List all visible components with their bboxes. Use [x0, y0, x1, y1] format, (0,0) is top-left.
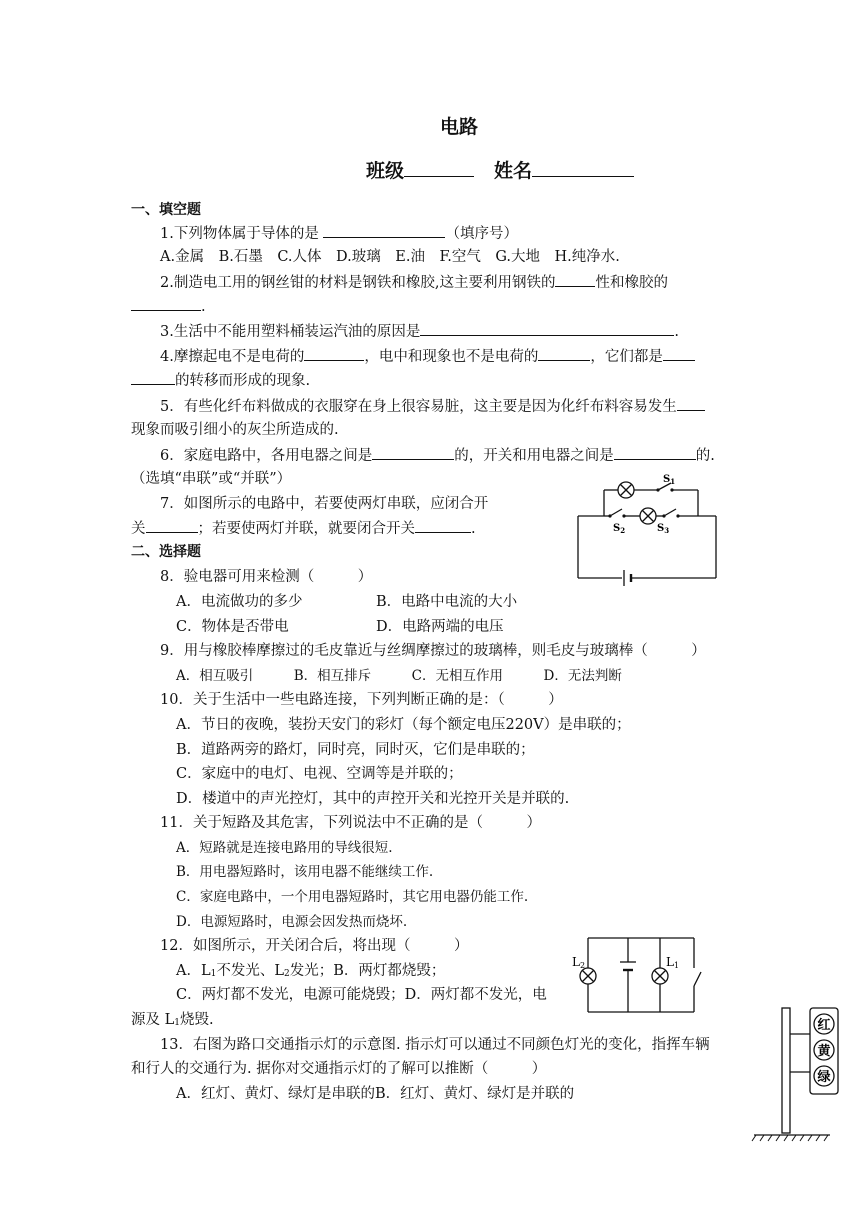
question-13: 13．右图为路口交通指示灯的示意图. 指示灯可以通过不同颜色灯光的变化，指挥车辆	[160, 1037, 710, 1053]
q6-text-end: 的.	[695, 448, 715, 464]
question-8: 8．验电器可用来检测（ ）	[160, 569, 373, 585]
question-5	[160, 396, 705, 417]
q3-text: 3.生活中不能用塑料桶装运汽油的原因是	[160, 324, 421, 340]
q4-text: 4.摩擦起电不是电荷的	[160, 349, 305, 365]
class-name-line	[366, 161, 634, 181]
q5-line2: 现象而吸引细小的灰尘所造成的.	[131, 422, 339, 438]
q10-option-d[interactable]: D．楼道中的声光控灯，其中的声控开关和光控开关是并联的.	[176, 791, 570, 807]
q5-blank[interactable]	[677, 396, 705, 411]
q1-options: A.金属 B.石墨 C.人体 D.玻璃 E.油 F.空气 G.大地 H.纯净水.	[160, 249, 620, 265]
q12-d-sub: 1	[174, 1018, 180, 1028]
q4-text-end: 的转移而形成的现象.	[175, 373, 311, 389]
q7-circuit-diagram	[570, 470, 725, 585]
question-7: 7．如图所示的电路中，若要使两灯串联，应闭合开	[160, 496, 489, 512]
page-title: 电路	[440, 116, 479, 138]
question-2	[160, 272, 668, 293]
q11-option-b[interactable]: B．用电器短路时，该用电器不能继续工作.	[176, 864, 434, 880]
light-green-label: 绿	[817, 1070, 831, 1085]
q10-option-c[interactable]: C．家庭中的电灯、电视、空调等是并联的；	[176, 766, 463, 782]
q10-option-b[interactable]: B．道路两旁的路灯，同时亮，同时灭，它们是串联的；	[176, 742, 535, 758]
q4-blank-2[interactable]	[538, 346, 590, 361]
q3-text-end: .	[674, 324, 679, 340]
q6-blank-2[interactable]	[614, 445, 696, 460]
q7-text-end: .	[471, 521, 476, 537]
q12-option-d-end	[131, 1010, 214, 1033]
class-blank[interactable]	[404, 162, 474, 177]
switch-s2	[610, 509, 622, 516]
q10-option-a[interactable]: A．节日的夜晚，装扮天安门的彩灯（每个额定电压220V）是串联的；	[176, 717, 631, 733]
question-11: 11．关于短路及其危害，下列说法中不正确的是（ ）	[160, 815, 541, 831]
q2-blank-1[interactable]	[555, 272, 595, 287]
q4-blank-3b[interactable]	[131, 370, 175, 385]
q12-a-text-3: 发光；B．两灯都烧毁；	[289, 963, 446, 979]
q4-blank-1[interactable]	[304, 346, 364, 361]
q4-text-mid2: ，它们都是	[590, 349, 663, 365]
q3-blank[interactable]	[420, 321, 674, 336]
q2-text-end: .	[201, 299, 206, 315]
q5-text: 5．有些化纤布料做成的衣服穿在身上很容易脏，这主要是因为化纤布料容易发生	[160, 399, 677, 415]
q12-d-text-2: 烧毁.	[179, 1012, 214, 1028]
section-fill-in: 一、填空题	[131, 202, 201, 218]
q11-option-d[interactable]: D．电源短路时，电源会因发热而烧坏.	[176, 914, 408, 930]
q4-line2	[131, 370, 310, 391]
q7-text: 关	[131, 521, 146, 537]
q12-option-cd[interactable]: C．两灯都不发光，电源可能烧毁；D．两灯都不发光，电	[176, 987, 547, 1003]
q9-options[interactable]: A．相互吸引 B．相互排斥 C．无相互作用 D．无法判断	[176, 668, 622, 684]
label-s2: $S_2$	[613, 523, 626, 535]
q6-line2: （选填“串联”或“并联”）	[131, 471, 292, 487]
question-10: 10．关于生活中一些电路连接，下列判断正确的是：（ ）	[160, 692, 563, 708]
switch	[694, 972, 701, 986]
ground-hatching	[752, 1135, 828, 1141]
light-red-label: 红	[817, 1018, 831, 1033]
switch-s3	[664, 509, 676, 516]
q12-circuit-diagram	[570, 932, 705, 1017]
light-yellow-label: 黄	[817, 1044, 831, 1059]
q7-text-mid: ；若要使两灯并联，就要闭合开关	[197, 521, 415, 537]
q2-line2	[131, 296, 206, 317]
question-9: 9．用与橡胶棒摩擦过的毛皮靠近与丝绸摩擦过的玻璃棒，则毛皮与玻璃棒（ ）	[160, 643, 706, 659]
q12-a-text-2: 不发光、L	[216, 963, 284, 979]
name-label: 姓名	[494, 160, 533, 182]
question-3	[160, 321, 679, 342]
name-blank[interactable]	[532, 162, 634, 177]
label-s3: $S_3$	[657, 523, 670, 535]
label-l2: L2	[572, 955, 586, 970]
q8-option-c[interactable]: C．物体是否带电	[176, 619, 289, 635]
label-l1: L1	[666, 955, 680, 970]
q8-option-d[interactable]: D．电路两端的电压	[376, 619, 504, 635]
q1-text-end: （填序号）	[445, 226, 518, 242]
traffic-light-figure	[750, 1000, 840, 1145]
section-choice: 二、选择题	[131, 544, 201, 560]
q4-text-mid: ，电中和现象也不是电荷的	[364, 349, 539, 365]
label-s1: $S_1$	[663, 474, 676, 486]
q8-option-b[interactable]: B．电路中电流的大小	[376, 594, 518, 610]
class-label: 班级	[366, 160, 405, 182]
question-12: 12．如图所示，开关闭合后，将出现（ ）	[160, 938, 469, 954]
question-1	[160, 223, 518, 244]
q2-text: 2.制造电工用的钢丝钳的材料是钢铁和橡胶,这主要利用钢铁的	[160, 275, 556, 291]
q1-blank[interactable]	[323, 223, 445, 238]
question-6	[160, 445, 715, 466]
q12-a-sub-1: 1	[210, 969, 217, 979]
q12-a-sub-2: 2	[283, 969, 290, 979]
q12-d-text-1: 源及 L	[131, 1012, 175, 1028]
q12-option-ab[interactable]	[176, 961, 445, 984]
q6-text: 6．家庭电路中，各用电器之间是	[160, 448, 373, 464]
traffic-pole	[782, 1008, 790, 1133]
q1-text: 1.下列物体属于导体的是	[160, 226, 319, 242]
q7-blank-1[interactable]	[146, 518, 198, 533]
q6-text-mid: 的，开关和用电器之间是	[454, 448, 614, 464]
q2-blank-2[interactable]	[131, 296, 201, 311]
q11-option-c[interactable]: C．家庭电路中，一个用电器短路时，其它用电器仍能工作.	[176, 889, 529, 905]
q11-option-a[interactable]: A．短路就是连接电路用的导线很短.	[176, 840, 393, 856]
q7-line2	[131, 518, 476, 539]
q12-a-text-1: A．L	[176, 963, 211, 979]
q4-blank-3[interactable]	[663, 346, 695, 361]
q13-options[interactable]: A．红灯、黄灯、绿灯是串联的B．红灯、黄灯、绿灯是并联的	[176, 1086, 575, 1102]
q13-line2: 和行人的交通行为. 据你对交通指示灯的了解可以推断（ ）	[131, 1061, 547, 1077]
q6-blank-1[interactable]	[372, 445, 454, 460]
question-4	[160, 346, 695, 367]
q8-option-a[interactable]: A．电流做功的多少	[176, 594, 303, 610]
q2-text-mid: 性和橡胶的	[595, 275, 668, 291]
q7-blank-2[interactable]	[415, 518, 471, 533]
